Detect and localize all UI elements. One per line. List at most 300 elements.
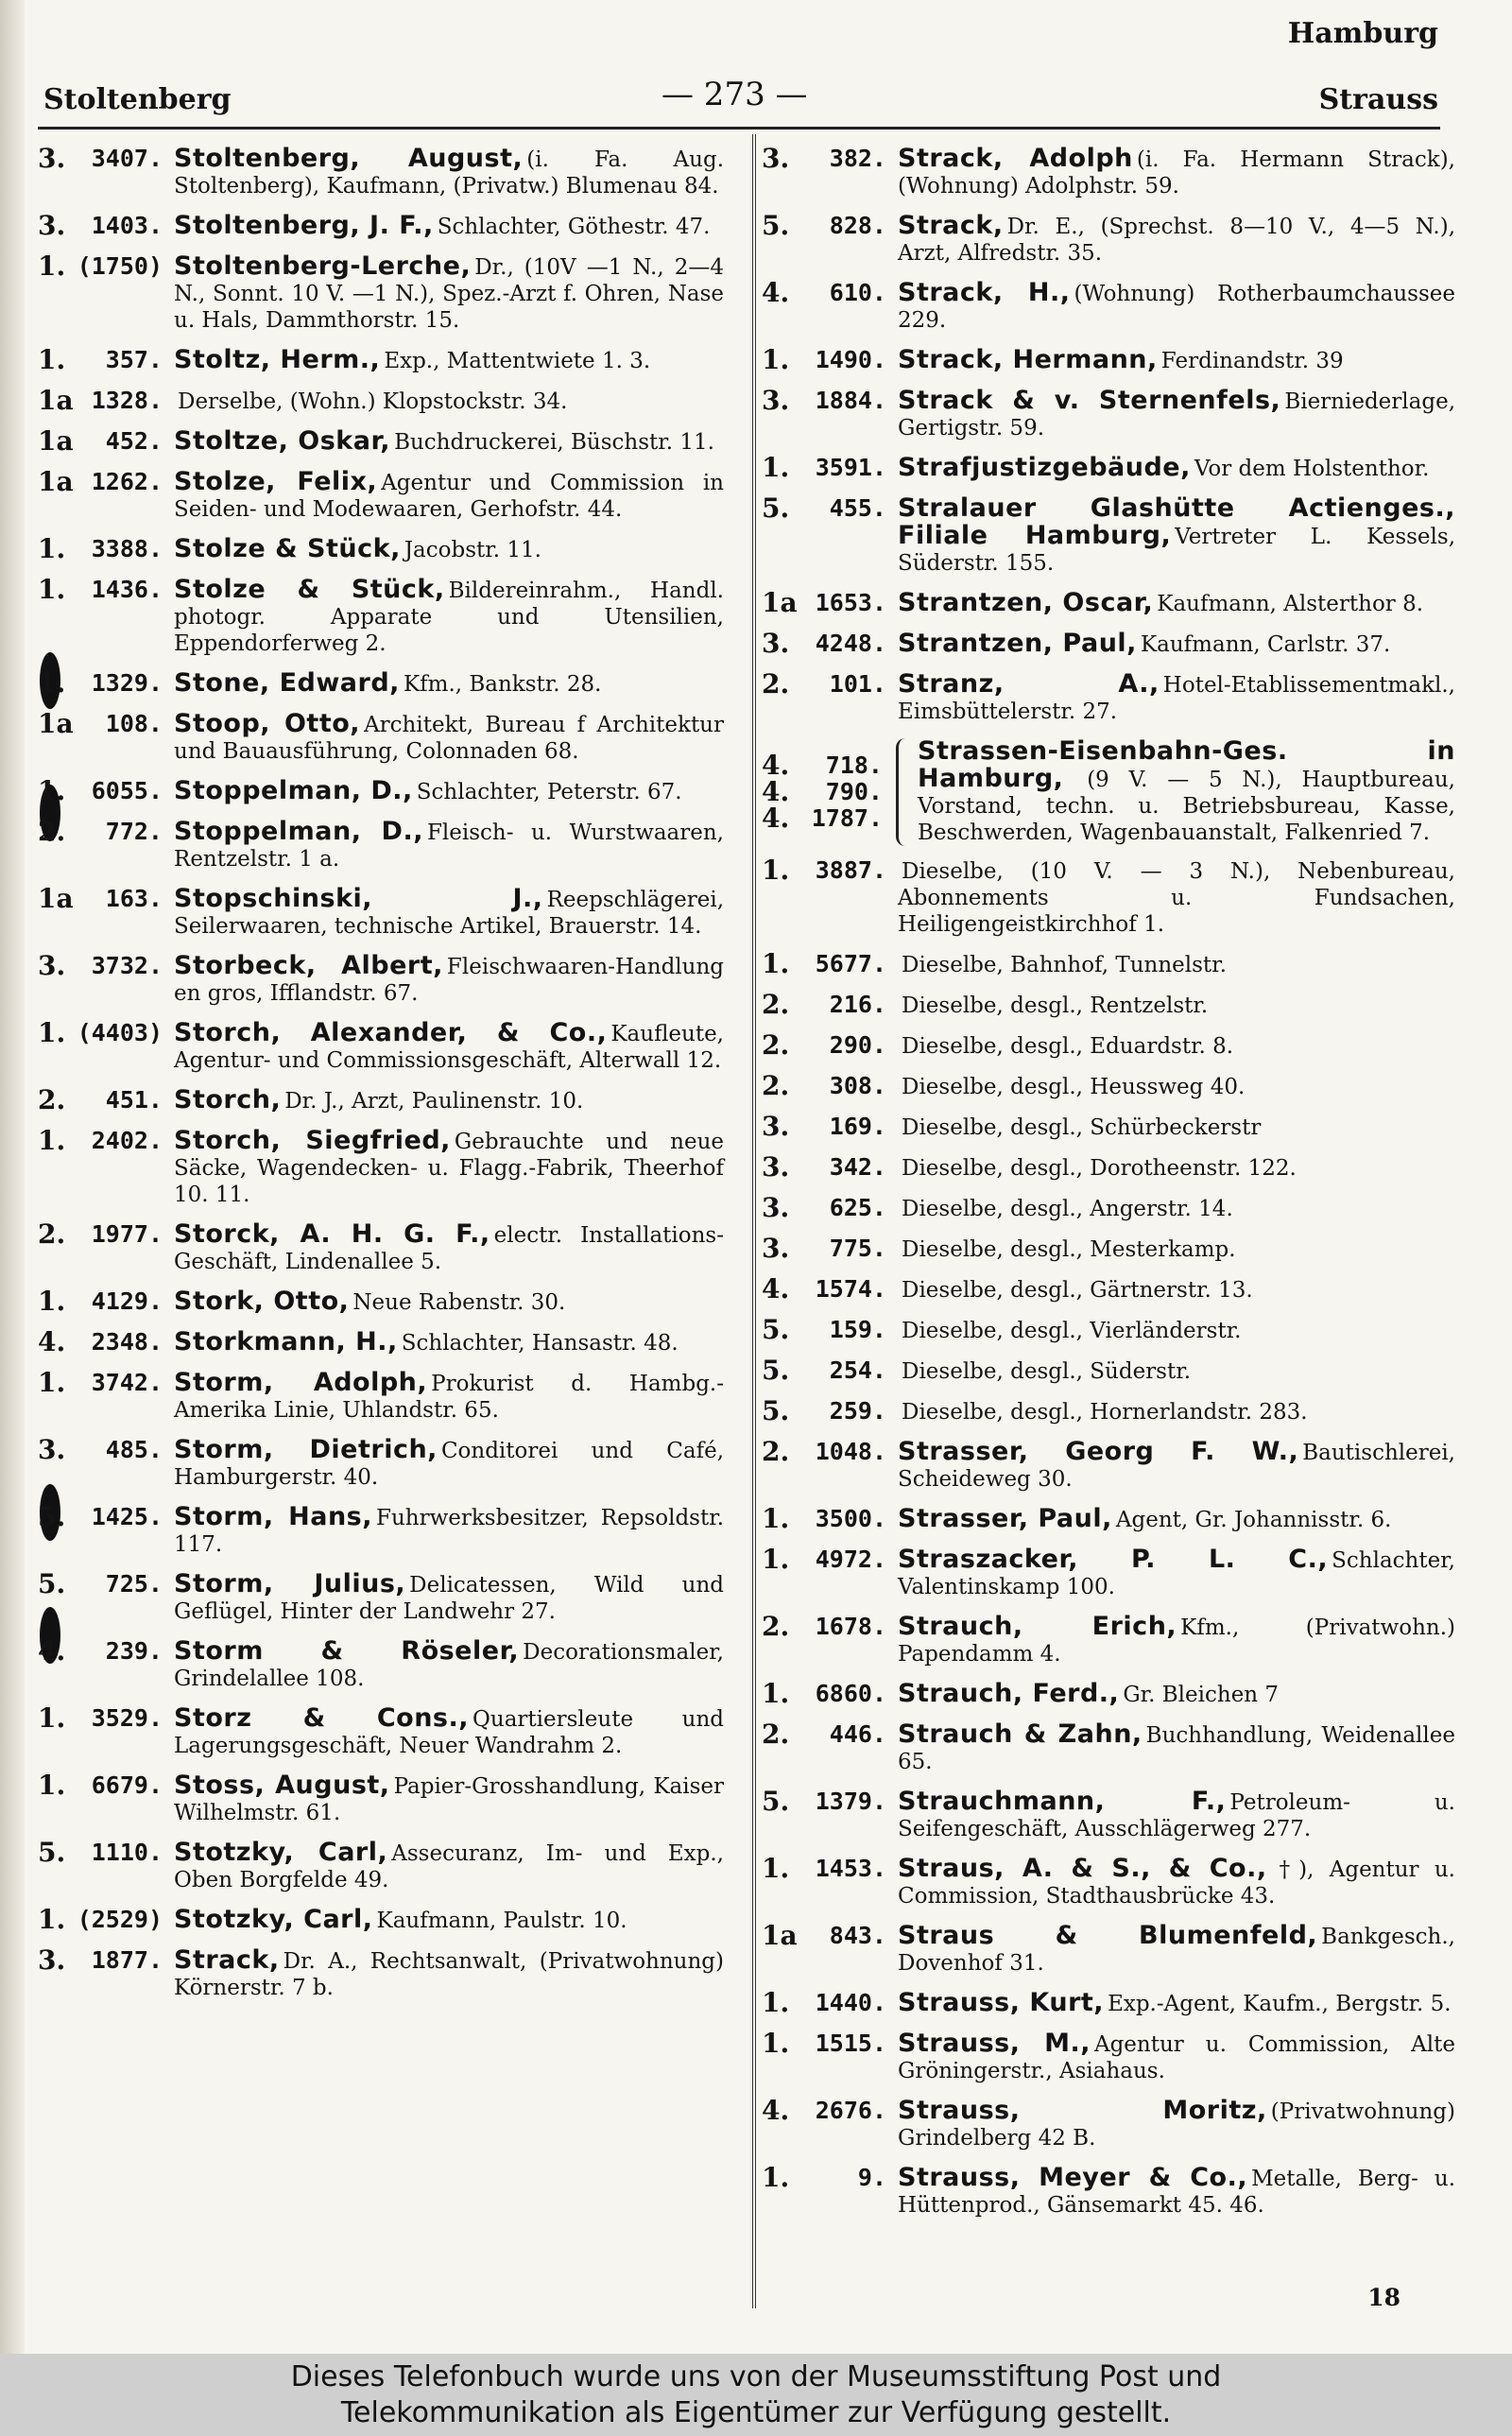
right-column <box>762 143 1456 2232</box>
entry-detail: Dr. A., Rechtsanwalt, (Privatwohnung) Körnerstr. 7 b. <box>174 1949 724 2000</box>
phone-number: 101. <box>829 670 886 698</box>
entry-text <box>898 1357 1455 1385</box>
phone-number: 4129. <box>91 1287 163 1315</box>
entry-detail: Vertreter L. Kessels, Süderstr. 155. <box>898 525 1456 576</box>
phone-number: 790. <box>825 778 883 805</box>
entry-detail: Kaufleute, Agentur- und Commissionsgeschäft, Alterwall 12. <box>174 1022 724 1073</box>
entry-text <box>898 1721 1455 1775</box>
entry-text <box>898 590 1455 617</box>
exchange-zone: 3. <box>38 1434 66 1465</box>
phone-number: 239. <box>105 1637 163 1665</box>
phone-number: 1884. <box>815 387 886 414</box>
exchange-zone: 1a <box>38 385 74 416</box>
entry-name: Stoltenberg-Lerche, <box>174 251 472 281</box>
entry-name: Stotzky, Carl, <box>174 1838 388 1867</box>
exchange-zone: 1. <box>38 574 66 605</box>
exchange-zone: 5. <box>38 1501 66 1532</box>
entry-detail: (i. Fa. Aug. Stoltenberg), Kaufmann, (Privatw.) Blumenau 84. <box>174 147 725 199</box>
entry-text <box>174 253 724 334</box>
phone-number: 1440. <box>815 1989 886 2016</box>
right-guide-word: Strauss <box>1318 83 1438 116</box>
entry-text <box>918 738 1455 846</box>
directory-entry <box>38 1944 724 2001</box>
entry-name: Strauchmann, F., <box>898 1787 1227 1816</box>
exchange-zone: 1. <box>762 1503 790 1534</box>
phone-number: 5677. <box>815 950 886 977</box>
phone-number: 3591. <box>815 454 886 481</box>
brace-mark <box>896 738 912 846</box>
directory-entry <box>38 1367 724 1424</box>
directory-entry <box>38 667 724 699</box>
phone-number: 1490. <box>815 346 886 373</box>
exchange-zone: 1. <box>38 533 66 564</box>
entry-detail: Hotel-Etablissementmakl., Eimsbüttelerstr. 27. <box>898 673 1455 724</box>
exchange-zone: 2. <box>762 989 790 1020</box>
directory-entry <box>762 277 1455 334</box>
entry-text <box>174 347 724 374</box>
phone-number: 3500. <box>815 1505 886 1532</box>
entry-text <box>174 1705 724 1759</box>
directory-entry <box>762 1151 1455 1183</box>
entry-detail: Kaufmann, Carlstr. 37. <box>1140 632 1391 657</box>
exchange-zone: 3. <box>38 950 66 981</box>
entry-name: Stolze, Felix, <box>174 467 378 496</box>
phone-number: 3732. <box>91 952 163 979</box>
entry-name: Strack, <box>174 1945 280 1975</box>
directory-entry <box>762 1357 1455 1385</box>
entry-text <box>898 2165 1455 2219</box>
entry-detail: Schlachter, Peterstr. 67. <box>416 780 682 804</box>
entry-text <box>174 469 724 523</box>
entry-text <box>898 1546 1455 1600</box>
entry-detail: Exp., Mattentwiete 1. 3. <box>384 349 651 373</box>
entry-text <box>174 819 724 872</box>
entry-name: Storm & Röseler, <box>174 1636 520 1666</box>
exchange-zone: 3. <box>38 210 66 241</box>
entry-text <box>174 1288 724 1316</box>
directory-entry <box>762 857 1455 938</box>
directory-entry <box>38 210 724 241</box>
entry-name: Storm, Adolph, <box>174 1368 428 1397</box>
entry-name: Storm, Dietrich, <box>174 1435 438 1464</box>
directory-entry <box>38 1288 724 1316</box>
directory-entry <box>38 533 724 564</box>
entry-name: Strantzen, Paul, <box>898 629 1137 658</box>
directory-entry <box>762 1788 1455 1842</box>
entry-text <box>174 1504 724 1558</box>
entry-text <box>898 992 1455 1019</box>
entry-name: Strack & v. Sternenfels, <box>898 386 1281 415</box>
entry-name: Strassen-Eisenbahn-Ges. in Hamburg, <box>918 736 1455 793</box>
exchange-zone: 1. <box>38 1125 66 1156</box>
exchange-zone: 1. <box>762 452 790 483</box>
footer-line-1: Dieses Telefonbuch wurde uns von der Museumsstiftung Post und <box>290 2360 1222 2393</box>
phone-number: 6679. <box>91 1771 163 1799</box>
entry-name: Storz & Cons., <box>174 1703 470 1733</box>
entry-name: Storch, <box>174 1085 282 1114</box>
entry-text <box>174 711 724 765</box>
entry-detail: Dieselbe, desgl., Rentzelstr. <box>902 993 1209 1018</box>
entry-name: Storkmann, H., <box>174 1327 398 1356</box>
exchange-zone: 1. <box>38 251 66 282</box>
entry-text <box>898 455 1455 482</box>
exchange-zone: 5. <box>762 1786 790 1817</box>
exchange-zone: 1. <box>38 667 66 699</box>
entry-detail: Buchdruckerei, Büschstr. 11. <box>394 430 714 455</box>
exchange-zone: 1. <box>762 948 790 979</box>
exchange-zone: 4. <box>762 803 790 834</box>
entry-text <box>174 577 724 657</box>
entry-detail: electr. Installations-Geschäft, Lindenallee 5. <box>174 1223 724 1274</box>
exchange-zone: 1. <box>762 2162 790 2193</box>
exchange-zone: 2. <box>38 1084 66 1115</box>
entry-detail: Schlachter, Hansastr. 48. <box>401 1331 679 1356</box>
phone-number: (4403) <box>77 1019 163 1046</box>
entry-text <box>174 388 724 415</box>
exchange-zone: 4. <box>38 1326 66 1357</box>
entry-text <box>898 1032 1455 1060</box>
entry-name: Stoppelman, D., <box>174 817 423 846</box>
entry-name: Stoltenberg, J. F., <box>174 211 434 240</box>
phone-number: 382. <box>829 145 886 172</box>
entry-text <box>898 1235 1455 1263</box>
directory-entry <box>38 1017 724 1074</box>
footer-line-2: Telekommunikation als Eigentümer zur Verfügung gestellt. <box>340 2396 1172 2429</box>
entry-text <box>174 428 724 456</box>
exchange-zone: 1. <box>762 344 790 375</box>
directory-entry <box>38 775 724 806</box>
directory-entry <box>762 1436 1455 1493</box>
exchange-zone: 2. <box>38 1218 66 1250</box>
directory-entry <box>762 1503 1455 1534</box>
directory-entry <box>38 883 724 940</box>
directory-entry <box>762 668 1455 725</box>
entry-detail: Dieselbe, desgl., Schürbeckerstr <box>902 1115 1262 1140</box>
exchange-zone: 1. <box>38 775 66 806</box>
entry-detail: Dieselbe, desgl., Gärtnerstr. 13. <box>902 1278 1253 1303</box>
exchange-zone: 4. <box>762 277 790 308</box>
entry-detail: Schlachter, Valentinskamp 100. <box>898 1548 1455 1599</box>
entry-text <box>174 146 724 199</box>
directory-entry <box>38 1434 725 1491</box>
entry-name: Stoltze, Oskar, <box>174 426 391 456</box>
entry-name: Strauch, Erich, <box>898 1612 1177 1641</box>
entry-text <box>174 670 724 698</box>
entry-detail: Gebrauchte und neue Säcke, Wagendecken- u. Flagg.-Fabrik, Theerhof 10. 11. <box>174 1130 724 1207</box>
entry-detail: Petroleum- u. Seifengeschäft, Ausschlägerweg 277. <box>898 1790 1455 1841</box>
exchange-zone: 4. <box>762 2095 790 2126</box>
entry-detail: Buchhandlung, Weidenallee 65. <box>898 1723 1455 1774</box>
phone-number: 775. <box>829 1235 886 1262</box>
entry-text <box>174 1370 724 1424</box>
entry-detail: Kfm., (Privatwohn.) Papendamm 4. <box>898 1615 1455 1667</box>
directory-entry <box>38 1218 724 1275</box>
directory-entry <box>762 1314 1455 1345</box>
entry-text <box>174 1437 724 1491</box>
directory-entry <box>38 1904 724 1935</box>
exchange-zone: 1. <box>762 1678 790 1709</box>
phone-number: 1574. <box>815 1275 886 1303</box>
exchange-zone: 5. <box>762 210 790 241</box>
entry-text <box>898 213 1455 267</box>
exchange-zone: 2. <box>762 1611 790 1642</box>
phone-number: 4972. <box>815 1546 886 1573</box>
phone-number: 485. <box>105 1436 163 1463</box>
directory-entry <box>762 1192 1455 1223</box>
phone-number: 108. <box>105 710 163 737</box>
entry-detail: Dieselbe, desgl., Hornerlandstr. 283. <box>902 1400 1308 1425</box>
phone-number: 843. <box>829 1922 886 1949</box>
exchange-zone: 1. <box>38 1770 66 1801</box>
exchange-zone: 4. <box>762 750 790 781</box>
entry-name: Stoltz, Herm., <box>174 345 381 374</box>
entry-detail: Schlachter, Göthestr. 47. <box>437 215 711 239</box>
exchange-zone: 3. <box>762 1233 790 1264</box>
phone-number: (2529) <box>77 1906 163 1933</box>
exchange-zone: 1. <box>38 1017 66 1048</box>
phone-number: 308. <box>829 1072 886 1099</box>
exchange-zone: 2. <box>38 816 66 847</box>
entry-name: Strauss, M., <box>898 2029 1091 2058</box>
entry-text <box>898 1317 1455 1344</box>
phone-number: 772. <box>105 818 163 845</box>
entry-text <box>174 886 724 940</box>
entry-detail: Bankgesch., Dovenhof 31. <box>898 1925 1455 1976</box>
entry-name: Strafjustizgebäude, <box>898 453 1191 482</box>
exchange-zone: 4. <box>38 1635 66 1667</box>
header-rule <box>38 127 1440 130</box>
entry-detail: Bildereinrahm., Handl. photogr. Apparate und Utensilien, Eppendorferweg 2. <box>174 579 724 656</box>
entry-name: Stoppelman, D., <box>174 776 413 805</box>
exchange-zone: 5. <box>38 1837 66 1868</box>
entry-detail: Neue Rabenstr. 30. <box>352 1290 566 1315</box>
entry-name: Storck, A. H. G. F., <box>174 1219 490 1249</box>
left-column <box>38 143 725 2014</box>
exchange-zone: 1. <box>38 1904 66 1935</box>
left-guide-word: Stoltenberg <box>43 83 232 116</box>
entry-detail: Kaufmann, Paulstr. 10. <box>376 1909 627 1933</box>
entry-name: Stoop, Otto, <box>174 709 361 738</box>
phone-number: 455. <box>829 494 886 522</box>
directory-entry <box>38 950 724 1007</box>
entry-detail: (Privatwohnung) Grindelberg 42 B. <box>898 2099 1455 2151</box>
entry-detail: Reepschlägerei, Seilerwaaren, technische Artikel, Brauerstr. 14. <box>174 888 724 939</box>
exchange-zone: 1. <box>762 1544 790 1575</box>
exchange-zone: 1a <box>38 883 74 914</box>
exchange-zone: 5. <box>38 1568 66 1599</box>
entry-name: Stoltenberg, August, <box>174 144 524 173</box>
directory-entry <box>762 2162 1456 2219</box>
entry-detail: Dieselbe, desgl., Mesterkamp. <box>902 1237 1236 1262</box>
entry-text <box>898 671 1455 725</box>
directory-entry <box>762 1678 1455 1709</box>
entry-detail: Agentur und Commission in Seiden- und Modewaaren, Gerhofstr. 44. <box>174 471 724 522</box>
exchange-zone: 1a <box>38 708 74 739</box>
entry-text <box>174 1571 724 1625</box>
entry-detail: Quartiersleute und Lagerungsgeschäft, Neuer Wandrahm 2. <box>174 1707 724 1758</box>
entry-detail: Dieselbe, desgl., Angerstr. 14. <box>902 1197 1233 1221</box>
directory-entry <box>762 1987 1455 2018</box>
directory-entry <box>38 253 724 334</box>
entry-name: Storch, Siegfried, <box>174 1126 451 1155</box>
entry-detail: (9 V. — 5 N.), Hauptbureau, Vorstand, techn. u. Betriebsbureau, Kasse, Beschwerden, Wagenbauanstalt, Falkenried 7. <box>918 768 1455 845</box>
phone-number: 163. <box>105 885 163 912</box>
phone-number: 216. <box>829 991 886 1018</box>
exchange-zone: 1a <box>38 425 74 457</box>
phone-number: 1453. <box>815 1855 886 1882</box>
entry-text <box>174 213 724 240</box>
exchange-zone: 3. <box>762 1151 790 1183</box>
entry-name: Strack, Adolph <box>898 144 1133 173</box>
directory-entry <box>762 1853 1455 1909</box>
exchange-zone: 5. <box>762 492 790 524</box>
entry-detail: Dieselbe, desgl., Süderstr. <box>902 1359 1192 1384</box>
directory-entry <box>762 143 1455 199</box>
entry-name: Straus & Blumenfeld, <box>898 1921 1318 1950</box>
phone-number: 452. <box>105 427 163 455</box>
exchange-zone: 3. <box>762 385 790 416</box>
directory-entry <box>38 816 724 872</box>
phone-number: 1653. <box>815 589 886 616</box>
phone-number: 4248. <box>815 630 886 657</box>
region-heading: Hamburg <box>1287 17 1438 50</box>
entry-name: Stone, Edward, <box>174 668 400 698</box>
page-header-number: — 273 — <box>662 76 808 113</box>
entry-text <box>898 280 1455 334</box>
entry-name: Strantzen, Oscar, <box>898 588 1154 617</box>
entry-text <box>898 347 1455 374</box>
directory-entry <box>762 1070 1455 1101</box>
entry-name: Strauch & Zahn, <box>898 1719 1143 1749</box>
phone-number: 169. <box>829 1113 886 1140</box>
exchange-zone: 5. <box>762 1395 790 1426</box>
entry-detail: †), Agentur u. Commission, Stadthausbrücke 43. <box>898 1857 1455 1909</box>
directory-entry <box>762 1273 1455 1304</box>
exchange-zone: 4. <box>762 776 790 807</box>
exchange-zone: 1a <box>38 466 74 497</box>
entry-name: Stotzky, Carl, <box>174 1905 373 1934</box>
brace-numbers <box>762 738 894 846</box>
directory-entry <box>38 574 724 657</box>
directory-entry <box>762 1029 1455 1061</box>
directory-entry <box>38 143 725 199</box>
page-footer-number: 18 <box>1367 2284 1400 2311</box>
entry-detail: Fuhrwerksbesitzer, Repsoldstr. 117. <box>174 1506 724 1557</box>
entry-text <box>174 1907 724 1934</box>
entry-text <box>898 631 1455 658</box>
entry-name: Strauch, Ferd., <box>898 1679 1120 1708</box>
entry-detail: Assecuranz, Im- und Exp., Oben Borgfelde 49. <box>174 1841 724 1892</box>
entry-detail: Fleischwaaren-Handlung en gros, Ifflandstr. 67. <box>174 955 724 1006</box>
directory-entry <box>762 492 1456 577</box>
entry-detail: Dieselbe, desgl., Heussweg 40. <box>902 1075 1246 1099</box>
entry-name: Stork, Otto, <box>174 1287 350 1316</box>
entry-name: Stralauer Glashütte Actienges., Filiale Hamburg, <box>898 493 1455 550</box>
entry-name: Stoss, August, <box>174 1771 390 1800</box>
directory-entry <box>762 1395 1455 1426</box>
exchange-zone: 3. <box>38 143 66 174</box>
entry-name: Stranz, A., <box>898 669 1160 699</box>
phone-number: 1379. <box>815 1788 886 1815</box>
entry-text <box>898 1073 1455 1100</box>
entry-detail: Dr. E., (Sprechst. 8—10 V., 4—5 N.), Arzt, Alfredstr. 35. <box>898 215 1455 266</box>
phone-number: 159. <box>829 1316 886 1343</box>
directory-entry <box>762 948 1455 979</box>
entry-name: Strauss, Kurt, <box>898 1988 1105 2017</box>
phone-number: 1403. <box>91 212 163 239</box>
phone-number: 290. <box>829 1031 886 1059</box>
exchange-zone: 2. <box>762 668 790 700</box>
phone-number: 625. <box>829 1194 886 1221</box>
directory-entry <box>38 1837 724 1893</box>
phone-number: 451. <box>105 1086 163 1114</box>
exchange-zone: 1a <box>762 587 798 618</box>
entry-name: Storm, Julius, <box>174 1569 406 1598</box>
entry-detail: Papier-Grosshandlung, Kaiser Wilhelmstr. 61. <box>174 1774 724 1825</box>
directory-entry <box>38 708 724 765</box>
phone-number: 1515. <box>815 2030 886 2057</box>
entry-name: Stolze & Stück, <box>174 534 401 563</box>
entry-text <box>174 1840 724 1893</box>
entry-text <box>898 951 1455 978</box>
phone-number: 1329. <box>91 669 163 697</box>
exchange-zone: 1. <box>762 1987 790 2018</box>
entry-detail: Prokurist d. Hambg.-Amerika Linie, Uhlandstr. 65. <box>174 1372 724 1423</box>
entry-detail: Dieselbe, desgl., Eduardstr. 8. <box>902 1034 1234 1059</box>
phone-number: 1436. <box>91 576 163 603</box>
exchange-zone: 3. <box>762 143 790 174</box>
phone-number: 1977. <box>91 1220 163 1248</box>
directory-entry <box>38 466 724 523</box>
phone-number: 2348. <box>91 1328 163 1356</box>
phone-number: 1262. <box>91 468 163 495</box>
entry-text <box>898 1195 1455 1222</box>
phone-number: 254. <box>829 1356 886 1384</box>
exchange-zone: 2. <box>762 1719 790 1750</box>
entry-text <box>898 1506 1455 1533</box>
brace-number-row <box>762 776 894 807</box>
exchange-zone: 1. <box>762 1853 790 1884</box>
entry-text <box>898 1398 1455 1425</box>
directory-entry <box>762 1721 1455 1775</box>
entry-text <box>174 1020 724 1074</box>
entry-text <box>174 1772 724 1826</box>
exchange-zone: 5. <box>762 1355 790 1386</box>
entry-detail: Dieselbe, desgl., Vierländerstr. <box>902 1319 1242 1343</box>
phone-number: 828. <box>829 212 886 239</box>
phone-number: 3742. <box>91 1369 163 1396</box>
entry-text <box>898 1856 1455 1909</box>
entry-detail: Delicatessen, Wild und Geflügel, Hinter der Landwehr 27. <box>174 1573 724 1624</box>
entry-detail: Kaufmann, Alsterthor 8. <box>1157 592 1424 616</box>
directory-entry <box>38 1635 724 1692</box>
phone-number: 259. <box>829 1397 886 1425</box>
phone-number: 725. <box>105 1570 163 1598</box>
entry-detail: Architekt, Bureau f Architektur und Bauausführung, Colonnaden 68. <box>174 713 724 764</box>
entry-detail: (Wohnung) Rotherbaumchaussee 229. <box>898 282 1455 333</box>
entry-text <box>174 778 724 805</box>
directory-entry <box>762 1111 1455 1142</box>
exchange-zone: 2. <box>762 1070 790 1101</box>
phone-number: 357. <box>105 346 163 373</box>
entry-detail: Dr. J., Arzt, Paulinenstr. 10. <box>284 1089 584 1114</box>
exchange-zone: 2. <box>762 1029 790 1061</box>
entry-detail: Dieselbe, desgl., Dorotheenstr. 122. <box>902 1156 1297 1181</box>
entry-detail: Jacobstr. 11. <box>404 538 541 562</box>
exchange-zone: 2. <box>762 1436 790 1467</box>
phone-number: 1425. <box>91 1503 163 1530</box>
phone-number: 446. <box>829 1720 886 1748</box>
